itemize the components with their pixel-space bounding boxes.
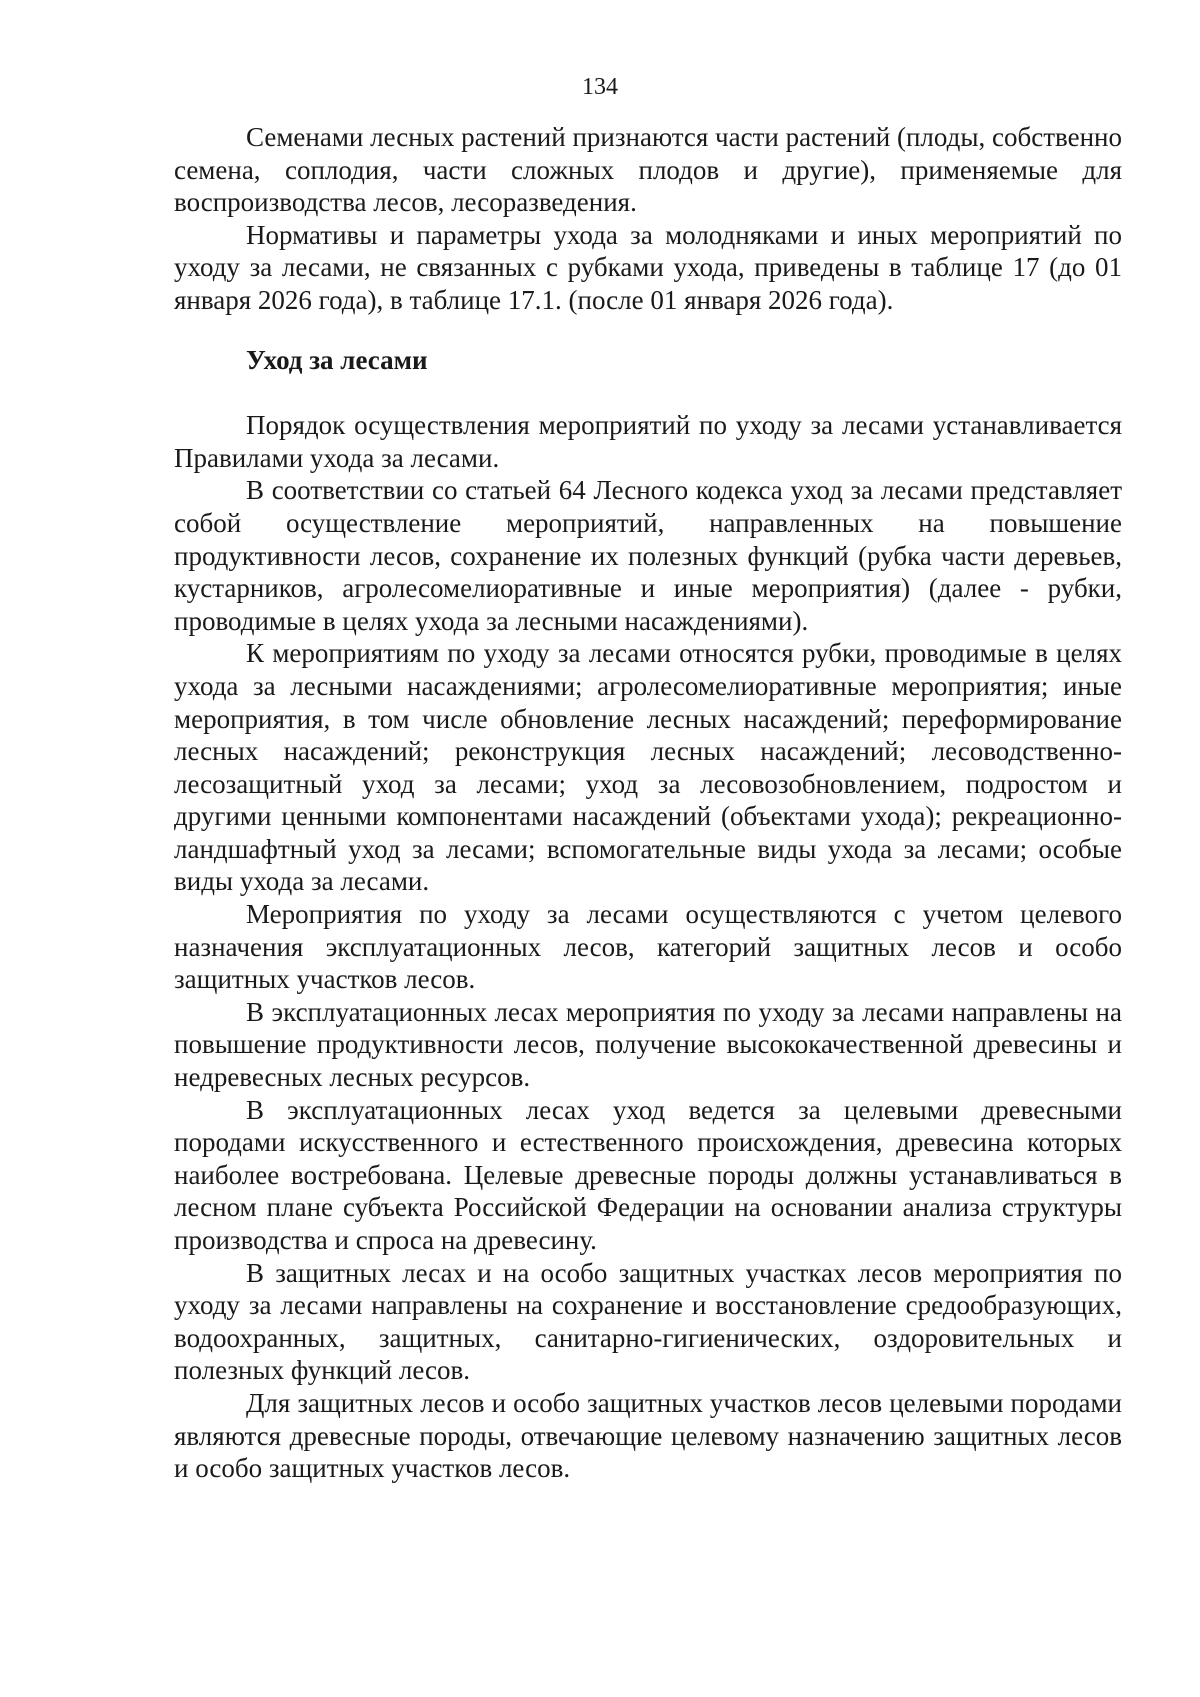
page-number: 134 (582, 74, 618, 100)
paragraph-exploitation-forests-goals: В эксплуатационных лесах мероприятия по уходу за лесами направлены на повышение продуктивности лесов, получение высококачественной древесины и недревесных лесных ресурсов. (174, 996, 1122, 1093)
paragraph-care-procedure: Порядок осуществления мероприятий по уходу за лесами устанавливается Правилами ухода за лесами. (174, 410, 1122, 473)
page-content (174, 121, 1122, 1485)
paragraph-protective-forests-goals: В защитных лесах и на особо защитных участках лесов мероприятия по уходу за лесами направлены на сохранение и восстановление средообразующих, водоохранных, защитных, санитарно-гигиенических, оздоровительных и полезных функций лесов. (174, 1257, 1122, 1386)
paragraph-young-stand-care-standards: Нормативы и параметры ухода за молодняками и иных мероприятий по уходу за лесами, не связанных с рубками ухода, приведены в таблице 17 (до 01 января 2026 года), в таблице 17.1. (после 01 января 2026 года). (174, 219, 1122, 315)
paragraph-article-64: В соответствии со статьей 64 Лесного кодекса уход за лесами представляет собой осуществление мероприятий, направленных на повышение продуктивности лесов, сохранение их полезных функций (рубка части деревьев, кустарников, агролесомелиоративные и иные мероприятия) (далее - рубки, проводимые в целях ухода за лесными насаждениями). (174, 475, 1122, 636)
paragraph-target-species: В эксплуатационных лесах уход ведется за целевыми древесными породами искусственного и естественного происхождения, древесина которых наиболее востребована. Целевые древесные породы должны устанавливаться в лесном плане субъекта Российской Федерации на основании анализа структуры производства и спроса на древесину. (174, 1094, 1122, 1255)
paragraph-purpose-consideration: Мероприятия по уходу за лесами осуществляются с учетом целевого назначения эксплуатационных лесов, категорий защитных лесов и особо защитных участков лесов. (174, 899, 1122, 995)
paragraph-protective-target-species: Для защитных лесов и особо защитных участков лесов целевыми породами являются древесные породы, отвечающие целевому назначению защитных лесов и особо защитных участков лесов. (174, 1387, 1122, 1484)
paragraph-forest-seeds: Семенами лесных растений признаются части растений (плоды, собственно семена, соплодия, части сложных плодов и другие), применяемые для воспроизводства лесов, лесоразведения. (174, 122, 1122, 218)
section-heading: Уход за лесами (246, 344, 428, 375)
paragraph-care-activities-list: К мероприятиям по уходу за лесами относятся рубки, проводимые в целях ухода за лесными насаждениями; агролесомелиоративные мероприятия; иные мероприятия, в том числе обновление лесных насаждений; переформирование лесных насаждений; реконструкция лесных насаждений; лесоводственно-лесозащитный уход за лесами; уход за лесовозобновлением, подростом и другими ценными компонентами насаждений (объектами ухода); рекреационно-ландшафтный уход за лесами; вспомогательные виды ухода за лесами; особые виды ухода за лесами. (174, 638, 1122, 897)
